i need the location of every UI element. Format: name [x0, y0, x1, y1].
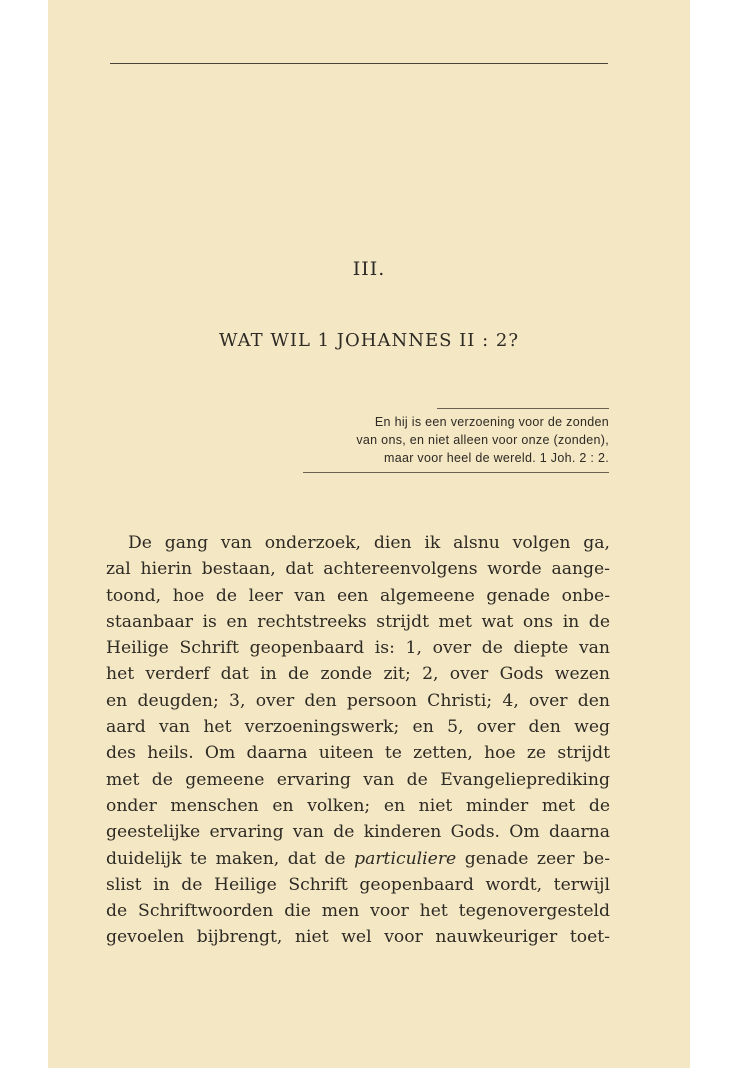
- body-line-with-italic: [106, 846, 610, 872]
- body-line: des heils. Om daarna uiteen te zetten, hoe ze strijdt: [106, 743, 610, 764]
- epigraph-line: maar voor heel de wereld. 1 Joh. 2 : 2.: [383, 451, 609, 465]
- body-line: gevoelen bijbrengt, niet wel voor nauwkeuriger toet-: [106, 927, 610, 948]
- epigraph-line: En hij is een verzoening voor de zonden: [374, 415, 609, 429]
- body-line: Heilige Schrift geopenbaard is: 1, over de diepte van: [106, 638, 610, 659]
- top-rule: [110, 63, 608, 64]
- body-line: slist in de Heilige Schrift geopenbaard wordt, terwijl: [106, 874, 610, 895]
- body-line: en deugden; 3, over den persoon Christi; 4, over den: [106, 690, 610, 711]
- chapter-number: III.: [352, 258, 386, 280]
- chapter-title: WAT WIL 1 JOHANNES II : 2?: [219, 330, 519, 351]
- body-line: de Schriftwoorden die men voor het tegenovergesteld: [106, 901, 610, 922]
- body-paragraph: [106, 530, 610, 951]
- body-line: met de gemeene ervaring van de Evangelieprediking: [106, 769, 610, 790]
- body-line: toond, hoe de leer van een algemeene genade onbe-: [106, 585, 610, 606]
- body-line: aard van het verzoeningswerk; en 5, over den weg: [106, 717, 610, 738]
- epigraph-rule-top: [437, 408, 609, 409]
- body-line: geestelijke ervaring van de kinderen Gods. Om daarna: [106, 822, 610, 843]
- body-line: De gang van onderzoek, dien ik alsnu volgen ga,: [128, 533, 610, 553]
- body-line: onder menschen en volken; en niet minder met de: [106, 795, 610, 816]
- body-text-segment: genade zeer be-: [456, 848, 610, 869]
- body-line: het verderf dat in de zonde zit; 2, over Gods wezen: [106, 664, 610, 685]
- epigraph-line: van ons, en niet alleen voor onze (zonden),: [356, 433, 609, 447]
- epigraph-rule-bottom: [303, 472, 609, 473]
- body-line: staanbaar is en rechtstreeks strijdt met wat ons in de: [106, 611, 610, 632]
- book-page: [48, 0, 690, 1068]
- body-text-segment: duidelijk te maken, dat de: [106, 848, 355, 869]
- italic-term: particuliere: [354, 848, 457, 869]
- body-line: zal hierin bestaan, dat achtereenvolgens worde aange-: [106, 559, 610, 580]
- epigraph: [303, 408, 609, 473]
